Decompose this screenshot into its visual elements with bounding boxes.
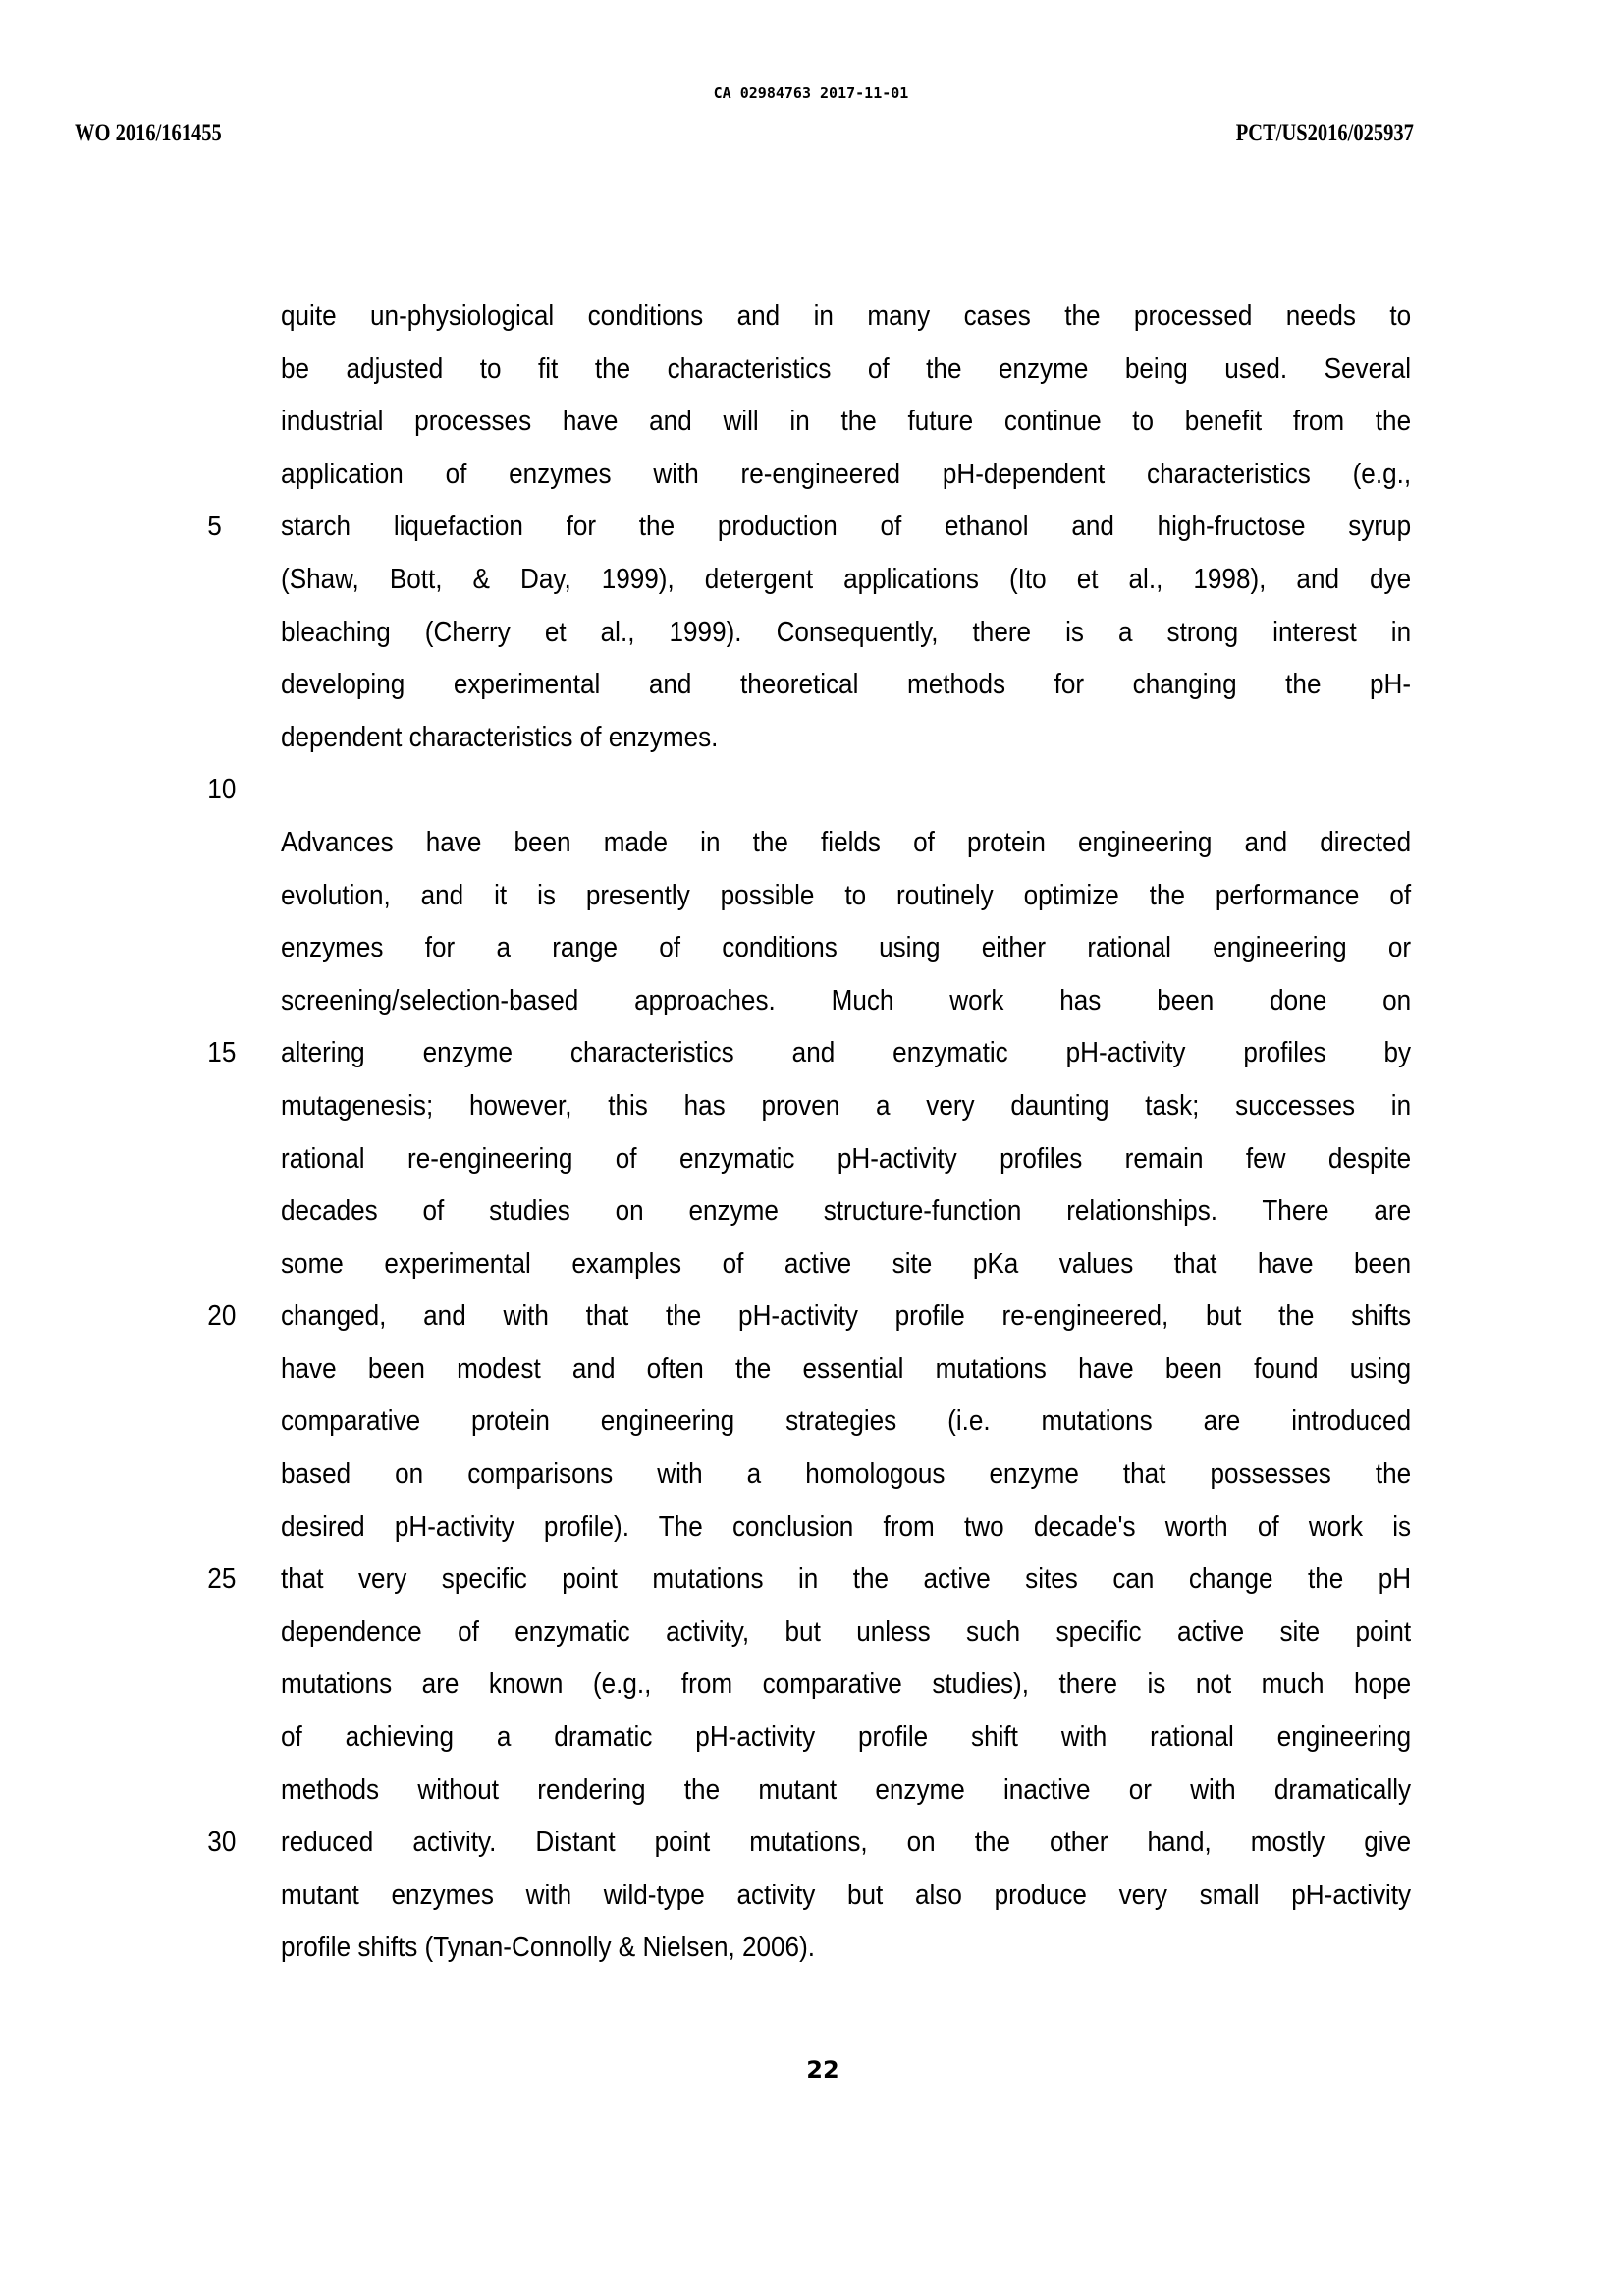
text-line (281, 1870, 1411, 1923)
line-text: rational re-engineering of enzymatic pH-activity profiles remain few despite (281, 1142, 1412, 1175)
line-text: screening/selection-based approaches. Much work has been done on (281, 984, 1412, 1016)
text-line (281, 607, 1411, 660)
line-text: reduced activity. Distant point mutations, on the other hand, mostly give (281, 1827, 1412, 1859)
text-line (281, 1502, 1411, 1555)
line-text: profile shifts (Tynan-Connolly & Nielsen, 2006). (281, 1932, 816, 1964)
text-line (281, 1238, 1411, 1291)
line-text: have been modest and often the essential mutations have been found using (281, 1352, 1412, 1385)
text-line (281, 1449, 1411, 1502)
ca-stamp: CA 02984763 2017-11-01 (713, 84, 909, 102)
line-text: be adjusted to fit the characteristics of the enzyme being used. Several (281, 353, 1412, 385)
line-text: quite un-physiological conditions and in many cases the processed needs to (281, 301, 1412, 332)
line-text: developing experimental and theoretical methods for changing the pH- (281, 669, 1412, 701)
line-text: starch liquefaction for the production of ethanol and high-fructose syrup (281, 511, 1412, 543)
line-number: 15 (207, 1037, 237, 1069)
text-line (281, 291, 1411, 344)
line-number: 25 (207, 1563, 237, 1596)
line-text: changed, and with that the pH-activity profile re-engineered, but the shifts (281, 1300, 1412, 1333)
line-text: comparative protein engineering strategies (i.e. mutations are introduced (281, 1405, 1412, 1438)
text-line (281, 1343, 1411, 1396)
line-number: 30 (207, 1827, 237, 1859)
text-line (281, 1133, 1411, 1186)
line-number: 5 (207, 511, 222, 543)
line-text: mutant enzymes with wild-type activity but also produce very small pH-activity (281, 1879, 1412, 1911)
text-line (281, 396, 1411, 449)
application-number: PCT/US2016/025937 (1235, 120, 1414, 146)
line-text: based on comparisons with a homologous enzyme that possesses the (281, 1458, 1412, 1491)
text-line (281, 870, 1411, 923)
text-line (281, 975, 1411, 1028)
text-line (281, 1712, 1411, 1765)
text-line (281, 1659, 1411, 1712)
line-number: 10 (207, 774, 237, 806)
line-text: evolution, and it is presently possible to routinely optimize the performance of (281, 879, 1412, 911)
line-text: altering enzyme characteristics and enzymatic pH-activity profiles by (281, 1037, 1412, 1069)
line-text: enzymes for a range of conditions using either rational engineering or (281, 932, 1412, 964)
text-line (207, 1817, 1412, 1870)
text-line (207, 764, 1411, 817)
line-text: Advances have been made in the fields of protein engineering and directed (281, 826, 1412, 858)
text-line (281, 817, 1411, 870)
line-text: mutagenesis; however, this has proven a very daunting task; successes in (281, 1089, 1412, 1121)
text-line (207, 1027, 1412, 1080)
text-line (281, 344, 1411, 397)
text-line (207, 1554, 1412, 1607)
line-number: 20 (207, 1300, 237, 1333)
line-text: that very specific point mutations in the active sites can change the pH (281, 1563, 1412, 1596)
publication-number: WO 2016/161455 (75, 120, 222, 146)
line-text: methods without rendering the mutant enzyme inactive or with dramatically (281, 1774, 1412, 1806)
text-line (281, 449, 1411, 502)
text-line (281, 1395, 1411, 1449)
document-body (207, 291, 1412, 1975)
line-text: dependence of enzymatic activity, but unless such specific active site point (281, 1615, 1412, 1648)
line-text: industrial processes have and will in the future continue to benefit from the (281, 406, 1412, 438)
text-line (281, 1080, 1411, 1133)
line-text: decades of studies on enzyme structure-function relationships. There are (281, 1195, 1412, 1228)
text-line (281, 659, 1411, 712)
text-line (281, 1922, 1411, 1975)
line-text: some experimental examples of active site pKa values that have been (281, 1247, 1412, 1280)
text-line (281, 1607, 1411, 1660)
line-text: of achieving a dramatic pH-activity profile shift with rational engineering (281, 1722, 1412, 1754)
text-line (281, 922, 1411, 975)
line-text: dependent characteristics of enzymes. (281, 721, 719, 753)
line-text: bleaching (Cherry et al., 1999). Consequently, there is a strong interest in (281, 616, 1412, 648)
page-number: 22 (806, 2056, 839, 2084)
line-text: application of enzymes with re-engineered pH-dependent characteristics (e.g., (281, 458, 1412, 490)
text-line (281, 1765, 1411, 1818)
text-line (281, 1185, 1411, 1238)
line-text: desired pH-activity profile). The conclusion from two decade's worth of work is (281, 1510, 1412, 1543)
text-line (207, 501, 1412, 554)
line-text: (Shaw, Bott, & Day, 1999), detergent applications (Ito et al., 1998), and dye (281, 563, 1412, 595)
text-line (281, 554, 1411, 607)
line-text: mutations are known (e.g., from comparative studies), there is not much hope (281, 1668, 1412, 1701)
text-line (281, 712, 1411, 765)
text-line (207, 1290, 1412, 1343)
